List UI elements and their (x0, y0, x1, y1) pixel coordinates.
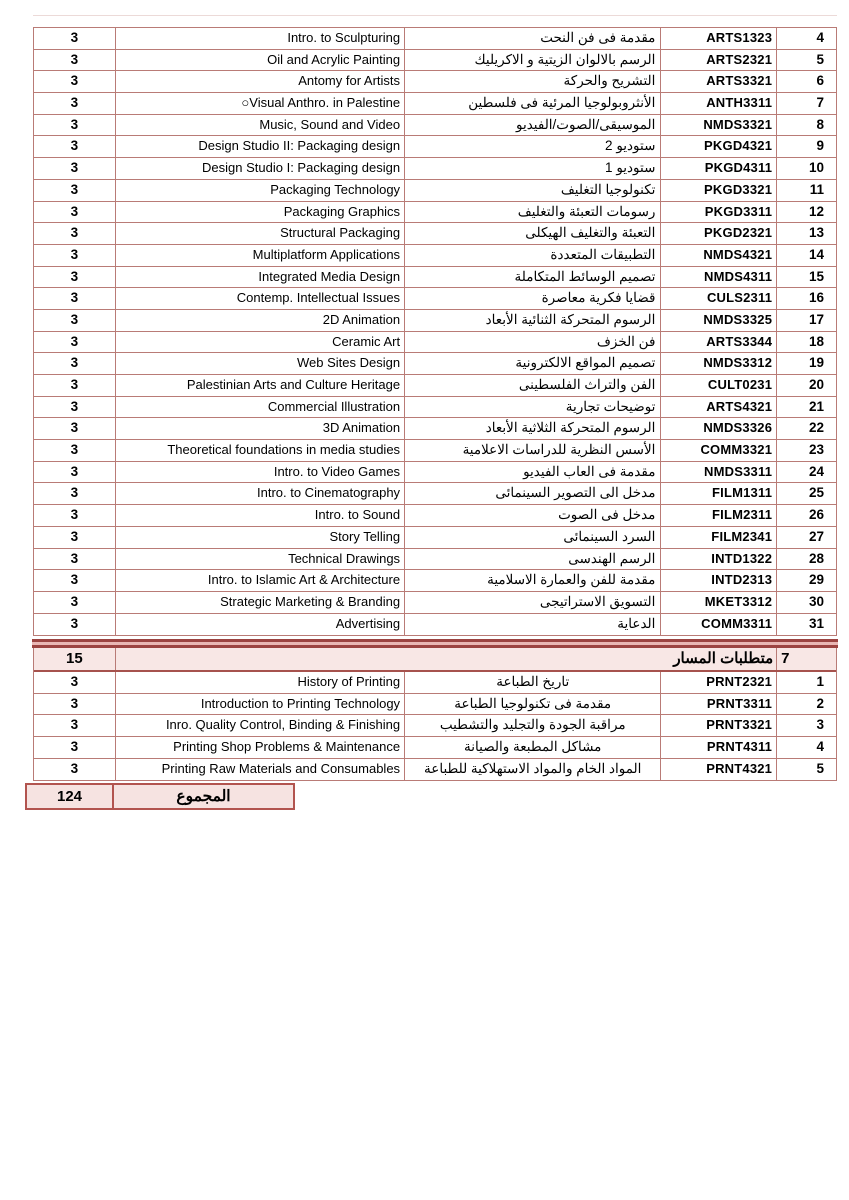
course-title-en: Structural Packaging (116, 223, 405, 244)
credits-cell: 3 (34, 267, 116, 288)
row-number-cell: 4 (816, 30, 825, 45)
course-row (34, 288, 836, 310)
course-title-en: Antomy for Artists (116, 71, 405, 92)
course-title-ar: ستوديو 2 (405, 136, 661, 157)
course-title-en: Advertising (116, 614, 405, 636)
credits-cell: 3 (34, 505, 116, 526)
credits-cell: 3 (34, 397, 116, 418)
course-title-ar: الرسوم المتحركة الثنائية الأبعاد (405, 310, 661, 331)
course-code-cell: FILM2341 (661, 527, 777, 548)
credits-cell: 3 (34, 288, 116, 309)
row-number-cell: 14 (808, 246, 825, 262)
row-number-cell: 18 (808, 333, 825, 349)
course-row (34, 158, 836, 180)
course-code-cell: PKGD3311 (661, 202, 777, 223)
course-title-ar: مقدمة فى العاب الفيديو (405, 462, 661, 483)
course-row (34, 353, 836, 375)
course-title-en: Design Studio I: Packaging design (116, 158, 405, 179)
row-number-cell: 24 (808, 463, 825, 479)
course-title-ar: ستوديو 1 (405, 158, 661, 179)
row-number-cell: 29 (808, 572, 825, 588)
course-title-ar: التطبيقات المتعددة (405, 245, 661, 266)
credits-cell: 3 (34, 353, 116, 374)
course-code-cell: NMDS3321 (661, 115, 777, 136)
course-code-cell: PRNT4311 (661, 737, 777, 758)
course-code-cell: COMM3311 (661, 614, 777, 636)
course-title-en: Multiplatform Applications (116, 245, 405, 266)
track-number: 7 (781, 650, 790, 667)
row-number-cell: 20 (808, 377, 825, 392)
course-title-en: Ceramic Art (116, 332, 405, 353)
total-label: المجموع (176, 788, 231, 805)
row-number-cell: 6 (816, 73, 825, 89)
course-code-cell: FILM2311 (661, 505, 777, 526)
course-title-en: History of Printing (116, 672, 405, 693)
row-number-cell: 1 (816, 674, 824, 689)
course-title-ar: مشاكل المطبعة والصيانة (405, 737, 661, 758)
course-row (34, 592, 836, 614)
electives-table-body (34, 28, 836, 635)
row-number-cell: 25 (808, 485, 825, 501)
course-title-en: Web Sites Design (116, 353, 405, 374)
row-number-cell: 10 (808, 160, 825, 176)
course-code-cell: ARTS3321 (661, 71, 777, 92)
course-code-cell: PRNT2321 (661, 672, 777, 693)
credits-cell: 3 (34, 223, 116, 244)
course-title-en: 3D Animation (116, 418, 405, 439)
course-row (34, 397, 836, 419)
course-row (34, 28, 836, 50)
course-title-en: Intro. to Video Games (116, 462, 405, 483)
course-row (34, 715, 836, 737)
track-title: متطلبات المسار (116, 648, 777, 670)
course-title-ar: مدخل الى التصوير السينمائى (405, 483, 661, 504)
course-title-en: Intro. to Islamic Art & Architecture (116, 570, 405, 591)
course-code-cell: NMDS3312 (661, 353, 777, 374)
course-title-en: Oil and Acrylic Painting (116, 50, 405, 71)
total-credits-value: 124 (27, 785, 114, 808)
course-code-cell: NMDS3325 (661, 310, 777, 331)
credits-cell: 3 (34, 715, 116, 736)
row-number-cell: 7 (816, 95, 825, 111)
credits-cell: 3 (34, 737, 116, 758)
course-code-cell: PKGD4321 (661, 136, 777, 157)
course-code-cell: NMDS4321 (661, 245, 777, 266)
course-title-en: Packaging Graphics (116, 202, 405, 223)
course-row (34, 332, 836, 354)
course-title-ar: مقدمة فى تكنولوجيا الطباعة (405, 694, 661, 715)
credits-cell: 3 (34, 418, 116, 439)
course-title-ar: تكنولوجيا التغليف (405, 180, 661, 201)
course-row (34, 202, 836, 224)
credits-cell: 3 (34, 93, 116, 114)
course-title-ar: فن الخزف (405, 332, 661, 353)
course-title-ar: تاريخ الطباعة (405, 672, 661, 693)
course-code-cell: CULS2311 (661, 288, 777, 309)
course-code-cell: ANTH3311 (661, 93, 777, 114)
course-row (34, 549, 836, 571)
credits-cell: 3 (34, 245, 116, 266)
course-title-ar: رسومات التعبئة والتغليف (405, 202, 661, 223)
course-title-en: Theoretical foundations in media studies (116, 440, 405, 461)
credits-cell: 3 (34, 71, 116, 92)
course-row (34, 462, 836, 484)
course-title-ar: تصميم المواقع الالكترونية (405, 353, 661, 374)
row-number-cell: 5 (816, 51, 825, 67)
course-code-cell: COMM3321 (661, 440, 777, 461)
row-number-cell: 13 (808, 225, 825, 241)
course-title-ar: المواد الخام والمواد الاستهلاكية للطباعة (405, 759, 661, 781)
credits-cell: 3 (34, 28, 116, 49)
row-number-cell: 31 (808, 615, 825, 631)
row-number-cell: 19 (808, 355, 825, 371)
course-code-cell: ARTS1323 (661, 28, 777, 49)
credits-cell: 3 (34, 483, 116, 504)
course-code-cell: PKGD3321 (661, 180, 777, 201)
course-row (34, 245, 836, 267)
row-number-cell: 2 (816, 695, 824, 711)
row-number-cell: 8 (816, 116, 825, 132)
course-code-cell: MKET3312 (661, 592, 777, 613)
course-title-en: Technical Drawings (116, 549, 405, 570)
course-title-en: Integrated Media Design (116, 267, 405, 288)
row-number-cell: 27 (808, 528, 825, 544)
course-title-ar: الأسس النظرية للدراسات الاعلامية (405, 440, 661, 461)
course-title-en: Intro. to Sculpturing (116, 28, 405, 49)
course-row (34, 694, 836, 716)
course-title-en: Commercial Illustration (116, 397, 405, 418)
course-row (34, 71, 836, 93)
course-row (34, 136, 836, 158)
course-row (34, 223, 836, 245)
credits-cell: 3 (34, 462, 116, 483)
row-number-cell: 30 (808, 593, 825, 609)
credits-cell: 3 (34, 759, 116, 781)
electives-course-table (33, 27, 837, 636)
row-number-cell: 28 (808, 550, 825, 566)
course-title-ar: قضايا فكرية معاصرة (405, 288, 661, 309)
row-number-cell: 23 (808, 442, 825, 458)
credits-cell: 3 (34, 527, 116, 548)
section-separator-band (32, 639, 838, 648)
grand-total-row (25, 783, 295, 810)
course-row (34, 527, 836, 549)
course-title-ar: مقدمة للفن والعمارة الاسلامية (405, 570, 661, 591)
course-title-ar: الأنثروبولوجيا المرئية فى فلسطين (405, 93, 661, 114)
course-code-cell: PRNT3321 (661, 715, 777, 736)
course-title-ar: مقدمة فى فن النحت (405, 28, 661, 49)
course-row (34, 375, 836, 397)
row-number-cell: 9 (816, 138, 825, 154)
course-title-en: Printing Raw Materials and Consumables (116, 759, 405, 781)
course-title-en: Design Studio II: Packaging design (116, 136, 405, 157)
course-title-en: Contemp. Intellectual Issues (116, 288, 405, 309)
course-title-ar: الموسيقى/الصوت/الفيديو (405, 115, 661, 136)
course-title-ar: الرسوم المتحركة الثلاثية الأبعاد (405, 418, 661, 439)
course-title-ar: مدخل فى الصوت (405, 505, 661, 526)
course-row (34, 759, 836, 781)
course-title-ar: الفن والتراث الفلسطينى (405, 375, 661, 396)
course-title-ar: التشريح والحركة (405, 71, 661, 92)
course-code-cell: PRNT3311 (661, 694, 777, 715)
course-title-en: Strategic Marketing & Branding (116, 592, 405, 613)
course-row (34, 418, 836, 440)
row-number-cell: 26 (808, 507, 825, 523)
credits-cell: 3 (34, 614, 116, 636)
course-code-cell: NMDS4311 (661, 267, 777, 288)
course-code-cell: PKGD2321 (661, 223, 777, 244)
row-number-cell: 15 (808, 268, 825, 284)
credits-cell: 3 (34, 115, 116, 136)
course-title-en: Inro. Quality Control, Binding & Finishing (116, 715, 405, 736)
course-row (34, 672, 836, 694)
course-row (34, 50, 836, 72)
row-number-cell: 12 (808, 203, 825, 219)
row-number-cell: 5 (816, 760, 824, 776)
course-row (34, 614, 836, 636)
course-row (34, 570, 836, 592)
credits-cell: 3 (34, 375, 116, 396)
credits-cell: 3 (34, 694, 116, 715)
course-title-ar: توضيحات تجارية (405, 397, 661, 418)
course-title-en: Story Telling (116, 527, 405, 548)
row-number-cell: 17 (808, 311, 825, 327)
row-number-cell: 11 (809, 181, 825, 197)
credits-cell: 3 (34, 570, 116, 591)
course-title-en: ○Visual Anthro. in Palestine (116, 93, 405, 114)
course-title-en: Music, Sound and Video (116, 115, 405, 136)
credits-cell: 3 (34, 50, 116, 71)
course-code-cell: ARTS3344 (661, 332, 777, 353)
course-row (34, 267, 836, 289)
course-row (34, 310, 836, 332)
course-title-ar: التعبئة والتغليف الهيكلى (405, 223, 661, 244)
course-title-en: Introduction to Printing Technology (116, 694, 405, 715)
track-credits-total: 15 (34, 648, 116, 670)
credits-cell: 3 (34, 672, 116, 693)
course-row (34, 180, 836, 202)
course-title-en: Printing Shop Problems & Maintenance (116, 737, 405, 758)
course-code-cell: ARTS4321 (661, 397, 777, 418)
course-title-en: Intro. to Sound (116, 505, 405, 526)
row-number-cell: 21 (808, 398, 825, 414)
course-title-en: Palestinian Arts and Culture Heritage (116, 375, 405, 396)
course-code-cell: CULT0231 (661, 375, 777, 396)
credits-cell: 3 (34, 202, 116, 223)
course-code-cell: PRNT4321 (661, 759, 777, 781)
track-requirements-table (33, 648, 837, 781)
course-code-cell: ARTS2321 (661, 50, 777, 71)
course-title-ar: مراقبة الجودة والتجليد والتشطيب (405, 715, 661, 736)
course-code-cell: PKGD4311 (661, 158, 777, 179)
course-title-ar: تصميم الوسائط المتكاملة (405, 267, 661, 288)
course-code-cell: INTD1322 (661, 549, 777, 570)
course-title-ar: الرسم الهندسى (405, 549, 661, 570)
credits-cell: 3 (34, 158, 116, 179)
credits-cell: 3 (34, 332, 116, 353)
course-code-cell: NMDS3311 (661, 462, 777, 483)
credits-cell: 3 (34, 440, 116, 461)
course-title-en: Intro. to Cinematography (116, 483, 405, 504)
course-row (34, 115, 836, 137)
course-title-ar: السرد السينمائى (405, 527, 661, 548)
course-title-ar: التسويق الاستراتيجى (405, 592, 661, 613)
course-code-cell: NMDS3326 (661, 418, 777, 439)
track-table-body (34, 672, 836, 780)
course-title-en: 2D Animation (116, 310, 405, 331)
cropped-row-remnant-line (33, 15, 837, 16)
credits-cell: 3 (34, 310, 116, 331)
course-row (34, 737, 836, 759)
course-row (34, 483, 836, 505)
course-row (34, 440, 836, 462)
course-title-ar: الدعاية (405, 614, 661, 636)
row-number-cell: 4 (816, 739, 824, 755)
row-number-cell: 22 (808, 420, 825, 436)
course-title-ar: الرسم بالالوان الزيتية و الاكريليك (405, 50, 661, 71)
course-title-en: Packaging Technology (116, 180, 405, 201)
row-number-cell: 3 (816, 717, 824, 733)
course-code-cell: FILM1311 (661, 483, 777, 504)
credits-cell: 3 (34, 136, 116, 157)
course-row (34, 93, 836, 115)
credits-cell: 3 (34, 592, 116, 613)
track-header-row (34, 648, 836, 672)
row-number-cell: 16 (808, 290, 825, 306)
course-row (34, 505, 836, 527)
credits-cell: 3 (34, 180, 116, 201)
course-code-cell: INTD2313 (661, 570, 777, 591)
credits-cell: 3 (34, 549, 116, 570)
